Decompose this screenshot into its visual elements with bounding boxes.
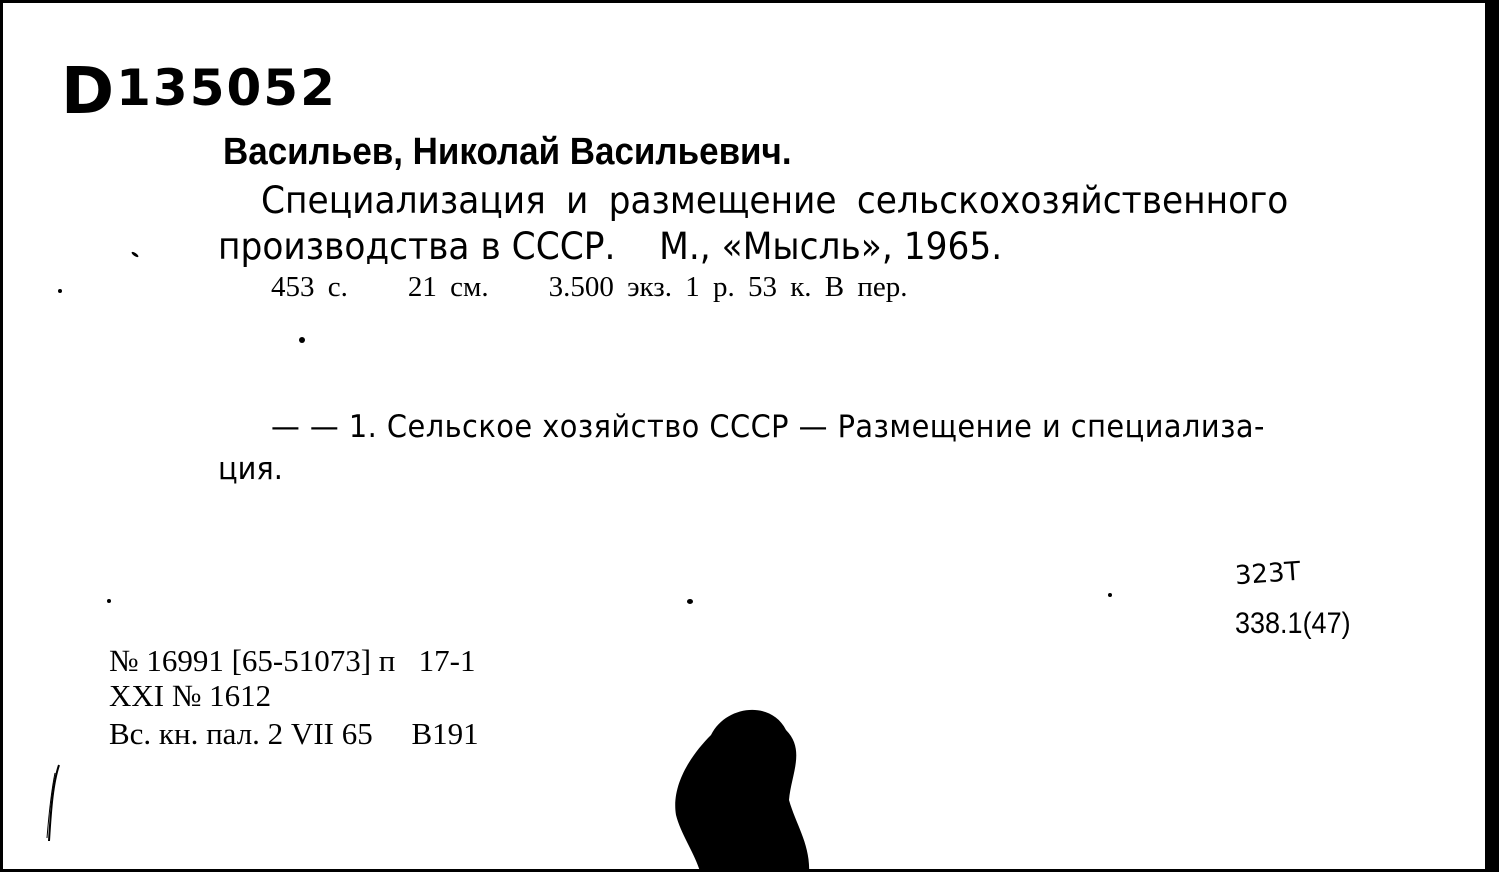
inventory-stamp (61, 55, 337, 129)
speck (687, 599, 693, 604)
speck (107, 599, 111, 603)
speck (299, 337, 305, 343)
physical-description (271, 271, 908, 304)
scan-border (1485, 0, 1499, 872)
registry-line-2: XXI № 1612 (109, 678, 272, 713)
title-line-2: производства в СССР. М., «Мысль», 1965. (218, 225, 1003, 268)
subject-heading-line-2: ция. (218, 451, 283, 487)
catalog-card (3, 3, 1485, 869)
ink-blot (671, 705, 821, 869)
pencil-mark (43, 763, 63, 843)
handwritten-note: 323Т (1234, 556, 1302, 592)
page-count: 453 с. (271, 271, 348, 303)
print-run-price: 3.500 экз. 1 р. 53 к. В пер. (548, 271, 908, 303)
speck (58, 289, 62, 293)
registry-line-3: Вс. кн. пал. 2 VII 65 B191 (109, 716, 479, 751)
registry-line-1: № 16991 [65-51073] п 17-1 (109, 643, 476, 678)
author-heading: Васильев, Николай Васильевич. (223, 131, 792, 173)
udc-classification: 338.1(47) (1235, 607, 1351, 640)
subject-heading-line-1: — — 1. Сельское хозяйство СССР — Размещение и специализа- (271, 409, 1265, 445)
speck (131, 251, 139, 258)
inventory-number: 135052 (116, 59, 337, 117)
title-line-1: Специализация и размещение сельскохозяйственного (261, 179, 1289, 222)
book-size: 21 см. (407, 271, 489, 303)
inventory-prefix: D (61, 55, 117, 129)
speck (1108, 593, 1112, 597)
